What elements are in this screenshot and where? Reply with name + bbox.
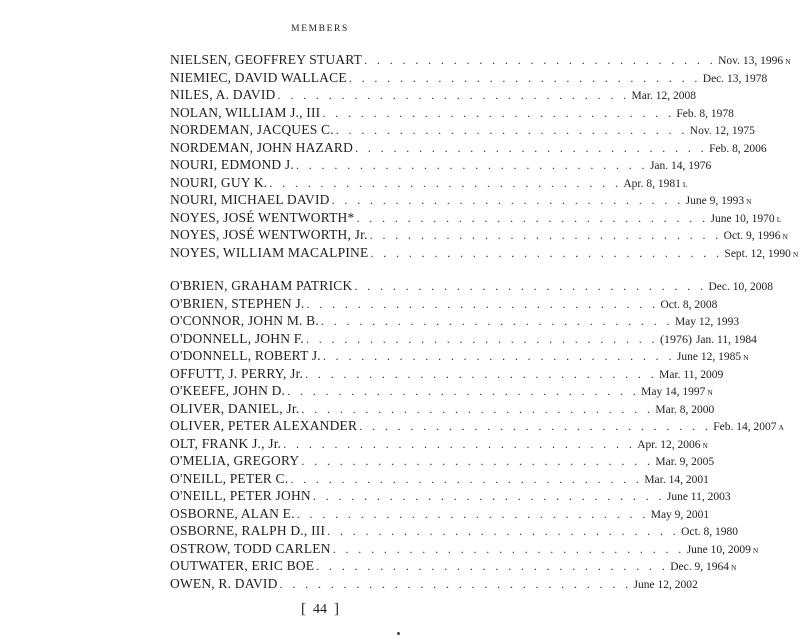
member-name: O'NEILL, PETER JOHN (170, 488, 311, 503)
member-row (170, 104, 734, 123)
member-section-o (170, 278, 784, 593)
election-date (710, 213, 798, 225)
election-date (696, 334, 784, 346)
member-name: NOURI, GUY K. (170, 174, 268, 190)
member-row (170, 365, 724, 384)
election-date-text: Nov. 12, 1975 (689, 125, 755, 137)
member-name: NIELSEN, GEOFFREY STUART (170, 52, 363, 67)
election-date (690, 125, 778, 137)
member-name: OWEN, R. DAVID (170, 575, 278, 591)
dot-leader: . . . . . . . . . . . . . . . . . . . . . . . . . . . . (327, 524, 680, 538)
election-date (655, 404, 743, 416)
folio-number: 44 (313, 602, 327, 617)
election-date (661, 299, 749, 311)
member-row (170, 453, 715, 471)
membership-flag: N (743, 353, 749, 362)
dot-leader: . . . . . . . . . . . . . . . . . . . . . . . . . . . . (332, 541, 685, 556)
election-date-text: Jan. 11, 1984 (695, 333, 757, 346)
member-name: OLIVER, PETER ALEXANDER (170, 418, 358, 433)
member-name: OLIVER, DANIEL, Jr. (170, 400, 300, 416)
election-date-text: Dec. 9, 1964 (670, 561, 729, 573)
member-name: NILES, A. DAVID (170, 87, 276, 102)
member-note: (1976) (659, 331, 692, 346)
dot-leader: . . . . . . . . . . . . . . . . . . . . . . . . . . . . (331, 193, 684, 207)
dot-leader: . . . . . . . . . . . . . . . . . . . . . . . . . . . . (269, 175, 622, 190)
member-name: NOYES, JOSÉ WENTWORTH* (170, 209, 355, 225)
member-row (170, 523, 739, 541)
election-date-text: Apr. 12, 2006 (637, 438, 701, 451)
member-name: O'DONNELL, ROBERT J. (170, 348, 321, 363)
dot-leader: . . . . . . . . . . . . . . . . . . . . . . . . . . . . (335, 123, 688, 137)
member-row (170, 278, 773, 296)
member-row (170, 157, 712, 175)
election-date-text: Dec. 13, 1978 (702, 72, 768, 85)
dot-leader: . . . . . . . . . . . . . . . . . . . . . . . . . . . . (355, 140, 708, 155)
membership-flag: N (782, 232, 788, 241)
member-row (170, 383, 713, 401)
dot-leader: . . . . . . . . . . . . . . . . . . . . . . . . . . . . (369, 228, 722, 242)
dot-leader: . . . . . . . . . . . . . . . . . . . . . . . . . . . . (322, 349, 675, 363)
election-date-text: Oct. 8, 1980 (681, 526, 739, 538)
member-name: O'NEILL, PETER C. (170, 470, 289, 486)
member-name: OSBORNE, ALAN E. (170, 505, 295, 521)
election-date (713, 421, 801, 433)
member-row (170, 488, 731, 506)
folio-right-bracket: ] (334, 601, 339, 617)
dot-leader: . . . . . . . . . . . . . . . . . . . . . . . . . . . . (305, 366, 658, 381)
election-date (675, 316, 763, 328)
election-date-text: Feb. 14, 2007 (713, 421, 777, 433)
member-name: OFFUTT, J. PERRY, Jr. (170, 365, 304, 381)
dot-leader: . . . . . . . . . . . . . . . . . . . . . . . . . . . . (283, 436, 636, 451)
dot-leader: . . . . . . . . . . . . . . . . . . . . . . . . . . . . (290, 471, 643, 486)
election-date (651, 509, 739, 521)
membership-flag: N (702, 440, 708, 450)
election-date-text: June 9, 1993 (685, 195, 745, 207)
election-date-text: Mar. 9, 2005 (655, 456, 715, 468)
dot-leader: . . . . . . . . . . . . . . . . . . . . . . . . . . . . (354, 279, 707, 293)
member-row (170, 505, 710, 524)
dot-leader: . . . . . . . . . . . . . . . . . . . . . . . . . . . . (316, 559, 669, 573)
dot-leader: . . . . . . . . . . . . . . . . . . . . . . . . . . . . (287, 384, 640, 398)
election-date (687, 544, 775, 556)
member-row (170, 435, 708, 454)
election-date (641, 386, 729, 398)
dot-leader: . . . . . . . . . . . . . . . . . . . . . . . . . . . . (295, 158, 648, 172)
election-date-text: Mar. 8, 2000 (655, 403, 715, 416)
election-date (637, 439, 725, 451)
dot-leader: . . . . . . . . . . . . . . . . . . . . . . . . . . . . (364, 53, 717, 67)
election-date-text: Oct. 9, 1996 (723, 230, 781, 242)
member-row (170, 244, 799, 263)
member-name: NOYES, WILLIAM MACALPINE (170, 244, 369, 260)
election-date (724, 248, 812, 260)
member-name: OLT, FRANK J., Jr. (170, 435, 282, 451)
election-date-text: June 12, 1985 (676, 351, 742, 363)
dot-leader: . . . . . . . . . . . . . . . . . . . . . . . . . . . . (322, 105, 675, 120)
election-date-text: Mar. 14, 2001 (644, 473, 709, 486)
membership-flag: N (792, 249, 799, 259)
dot-leader: . . . . . . . . . . . . . . . . . . . . . . . . . . . . (312, 489, 665, 503)
member-name: OSBORNE, RALPH D., III (170, 523, 326, 538)
election-date (724, 230, 812, 242)
election-date (718, 55, 806, 67)
election-date-text: May 12, 1993 (674, 316, 740, 328)
member-name: NOURI, EDMOND J. (170, 157, 294, 172)
election-date-text: June 11, 2003 (666, 491, 731, 503)
election-date (623, 178, 711, 190)
member-name: NOYES, JOSÉ WENTWORTH, Jr. (170, 227, 368, 242)
election-date-text: May 9, 2001 (650, 508, 710, 521)
member-row (170, 69, 768, 88)
election-date-text: Jan. 14, 1976 (649, 160, 712, 172)
membership-flag: N (746, 197, 752, 206)
member-name: NORDEMAN, JACQUES C. (170, 122, 334, 137)
member-name: O'BRIEN, GRAHAM PATRICK (170, 278, 353, 293)
election-date (667, 491, 755, 503)
member-name: OSTROW, TODD CARLEN (170, 540, 331, 556)
member-name: O'MELIA, GREGORY (170, 453, 300, 468)
member-list (170, 52, 799, 593)
membership-flag: L (776, 214, 782, 224)
election-date (709, 143, 797, 155)
dot-leader: . . . . . . . . . . . . . . . . . . . . . . . . . . . . (279, 576, 632, 591)
member-row (170, 575, 698, 594)
election-date-text: June 10, 2009 (686, 543, 751, 556)
dot-leader: . . . . . . . . . . . . . . . . . . . . . . . . . . . . (301, 401, 654, 416)
member-row (170, 192, 752, 210)
member-name: NORDEMAN, JOHN HAZARD (170, 139, 354, 155)
election-date (644, 474, 732, 486)
election-date (703, 73, 791, 85)
election-date-text: Apr. 8, 1981 (623, 177, 681, 190)
election-date-text: June 12, 2002 (633, 578, 698, 591)
member-row (170, 330, 757, 349)
dot-leader: . . . . . . . . . . . . . . . . . . . . . . . . . . . . (296, 506, 649, 521)
election-date (650, 160, 738, 172)
member-name: OUTWATER, ERIC BOE (170, 558, 315, 573)
member-name: O'CONNOR, JOHN M. B. (170, 313, 319, 328)
election-date (708, 281, 796, 293)
membership-flag: L (682, 179, 688, 189)
membership-flag: N (707, 388, 713, 397)
election-date (681, 526, 769, 538)
election-date-text: Mar. 12, 2008 (631, 90, 697, 102)
dot-leader: . . . . . . . . . . . . . . . . . . . . . . . . . . . . (356, 210, 709, 225)
election-date (634, 579, 722, 591)
membership-flag: N (752, 545, 759, 555)
election-date (677, 351, 765, 363)
election-date (676, 108, 764, 120)
dot-leader: . . . . . . . . . . . . . . . . . . . . . . . . . . . . (359, 419, 712, 433)
election-date-text: June 10, 1970 (710, 212, 775, 225)
dot-leader: . . . . . . . . . . . . . . . . . . . . . . . . . . . . (301, 454, 654, 468)
section-gap (170, 262, 502, 278)
member-name: NOURI, MICHAEL DAVID (170, 192, 330, 207)
dot-leader: . . . . . . . . . . . . . . . . . . . . . . . . . . . . (277, 88, 630, 102)
page-number (0, 601, 640, 618)
running-header: MEMBERS (291, 24, 349, 34)
member-row (170, 313, 740, 331)
dot-leader: . . . . . . . . . . . . . . . . . . . . . . . . . . . . (370, 245, 723, 260)
member-row (170, 295, 718, 314)
member-row (170, 209, 782, 228)
membership-flag: A (778, 423, 784, 432)
folio-left-bracket: [ (301, 601, 306, 617)
election-date-text: Feb. 8, 1978 (676, 107, 734, 120)
election-date-text: Sept. 12, 1990 (724, 247, 791, 260)
member-row (170, 122, 755, 140)
dot-leader: . . . . . . . . . . . . . . . . . . . . . . . . . . . . (305, 331, 658, 346)
member-row (170, 227, 788, 245)
member-section-n (170, 52, 799, 262)
member-row (170, 470, 709, 489)
election-date (670, 561, 758, 573)
membership-flag: N (785, 57, 791, 66)
election-date-text: Nov. 13, 1996 (718, 55, 784, 67)
dot-leader: . . . . . . . . . . . . . . . . . . . . . . . . . . . . (348, 70, 701, 85)
member-name: O'BRIEN, STEPHEN J. (170, 295, 305, 311)
election-date-text: Mar. 11, 2009 (659, 368, 724, 381)
member-row (170, 418, 784, 436)
election-date-text: Feb. 8, 2006 (709, 142, 767, 155)
member-row (170, 52, 791, 70)
member-row (170, 348, 749, 366)
membership-flag: N (730, 563, 737, 572)
member-row (170, 139, 767, 158)
member-row (170, 558, 737, 576)
dot-leader: . . . . . . . . . . . . . . . . . . . . . . . . . . . . (306, 296, 659, 311)
member-row (170, 87, 697, 105)
election-date-text: Dec. 10, 2008 (708, 281, 773, 293)
election-date (655, 456, 743, 468)
election-date (632, 90, 720, 102)
dot-leader: . . . . . . . . . . . . . . . . . . . . . . . . . . . . (320, 314, 673, 328)
member-row (170, 540, 759, 559)
member-name: NOLAN, WILLIAM J., III (170, 104, 321, 120)
member-row (170, 400, 715, 419)
election-date-text: Oct. 8, 2008 (660, 298, 718, 311)
member-name: O'DONNELL, JOHN F. (170, 330, 304, 346)
bottom-mark (397, 632, 400, 635)
election-date (686, 195, 774, 207)
member-name: NIEMIEC, DAVID WALLACE (170, 69, 347, 85)
member-name: O'KEEFE, JOHN D. (170, 383, 286, 398)
member-row (170, 174, 688, 193)
election-date-text: May 14, 1997 (641, 386, 706, 398)
election-date (659, 369, 747, 381)
